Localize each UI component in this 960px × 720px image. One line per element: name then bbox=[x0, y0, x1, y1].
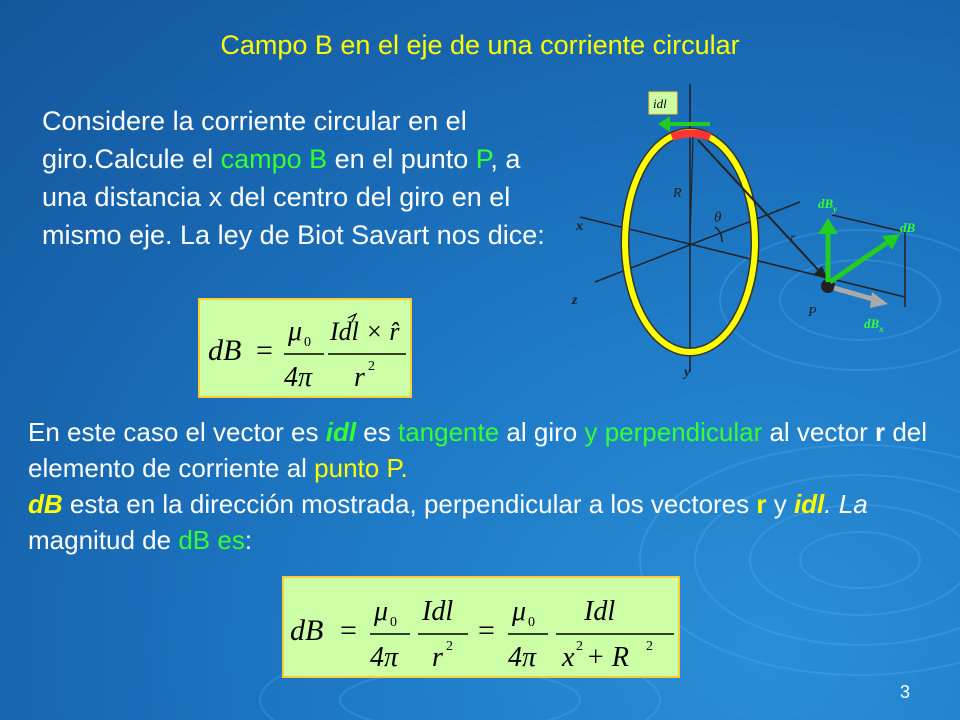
formula2-den3-x: x bbox=[562, 642, 575, 673]
r-vector bbox=[698, 140, 822, 274]
body-text-9: magnitud de bbox=[28, 525, 179, 555]
dby-arrowhead bbox=[818, 218, 838, 234]
body-text-2: es bbox=[356, 417, 398, 447]
formula1-mu: μ bbox=[288, 316, 303, 347]
formula2-sub0-2: 0 bbox=[528, 615, 535, 630]
r-label: r bbox=[790, 231, 796, 246]
body-db-1: dB bbox=[28, 489, 63, 519]
formula2-num3: Idl bbox=[584, 596, 616, 627]
formula1-den2: r bbox=[354, 362, 365, 393]
magnitude-formula-box bbox=[282, 576, 680, 678]
dbx-arrow bbox=[834, 288, 876, 300]
dby-label: $dB_y$ bbox=[818, 196, 838, 214]
current-element-segment bbox=[672, 134, 710, 138]
page-number: 3 bbox=[899, 682, 910, 702]
body-perpendicular: y perpendicular bbox=[584, 417, 763, 447]
body-text-8: . bbox=[824, 489, 839, 519]
body-r-2: r bbox=[756, 489, 767, 519]
body-la: La bbox=[838, 489, 868, 519]
formula2-lhs: dB bbox=[290, 614, 324, 647]
db-helper-top bbox=[832, 215, 905, 232]
body-text-4: al vector bbox=[762, 417, 875, 447]
x-axis-label: x bbox=[576, 219, 583, 234]
slide-title: Campo B en el eje de una corriente circular bbox=[220, 30, 740, 60]
y-axis-label: y bbox=[684, 365, 691, 380]
body-idl-1: idl bbox=[325, 417, 357, 447]
body-idl-2: idl bbox=[793, 489, 825, 519]
biot-savart-formula bbox=[200, 300, 410, 396]
dbx-arrowhead bbox=[870, 292, 888, 308]
formula2-den1-1: 4π bbox=[370, 642, 399, 673]
formula1-den1: 4π bbox=[284, 362, 313, 393]
body-text-3: al giro bbox=[499, 417, 585, 447]
intro-text-3: , a una distancia x del centro del giro en el mismo eje. La ley de Biot Savart nos dice: bbox=[42, 144, 545, 250]
formula2-den1-2: 4π bbox=[508, 642, 537, 673]
magnitude-formula bbox=[284, 578, 678, 676]
formula2-num2: Idl bbox=[422, 596, 454, 627]
dbx-label: $dB_x$ bbox=[864, 316, 884, 334]
circular-current-diagram bbox=[560, 82, 940, 392]
theta-label: θ bbox=[714, 210, 722, 226]
formula2-exp1: 2 bbox=[446, 639, 453, 654]
formula2-eq1: = bbox=[340, 614, 357, 647]
db-label: dB bbox=[900, 220, 916, 235]
formula2-den2: r bbox=[432, 642, 443, 673]
formula1-num2: Idl × r̂ bbox=[330, 317, 400, 346]
idl-label: idl bbox=[653, 96, 667, 111]
body-text-7: y bbox=[766, 489, 794, 519]
intro-paragraph bbox=[42, 102, 562, 254]
formula2-exp3: 2 bbox=[646, 639, 653, 654]
point-p-label: P bbox=[808, 305, 817, 320]
intro-highlight-campo-b: campo B bbox=[220, 144, 328, 174]
formula1-exp: 2 bbox=[368, 359, 375, 374]
body-punto-p: punto P. bbox=[314, 453, 408, 483]
formula2-eq2: = bbox=[478, 614, 495, 647]
formula2-mu2: μ bbox=[512, 596, 527, 627]
formula2-den3-r: + R bbox=[586, 642, 629, 673]
db-arrow bbox=[830, 242, 888, 282]
body-text-5: del elemento de corriente al bbox=[28, 417, 928, 483]
formula2-exp2: 2 bbox=[576, 639, 583, 654]
biot-savart-formula-box bbox=[198, 298, 412, 398]
intro-text-2: en el punto bbox=[327, 144, 476, 174]
radius-label: R bbox=[673, 186, 682, 201]
formula1-lhs: dB bbox=[208, 334, 242, 367]
explanation-paragraph bbox=[28, 414, 938, 558]
body-text-6: esta en la dirección mostrada, perpendicular a los vectores bbox=[62, 489, 757, 519]
body-text-1: En este caso el vector es bbox=[28, 417, 326, 447]
intro-text-1: Considere la corriente circular en el giro.Calcule el bbox=[42, 106, 467, 174]
formula2-mu1: μ bbox=[374, 596, 389, 627]
body-r-1: r bbox=[874, 417, 886, 447]
body-db-es: dB es bbox=[178, 525, 245, 555]
formula1-eq: = bbox=[256, 334, 273, 367]
idl-arrowhead bbox=[658, 116, 670, 132]
intro-highlight-p: P bbox=[475, 144, 491, 174]
body-text-10: : bbox=[244, 525, 253, 555]
formula1-sub0: 0 bbox=[304, 335, 311, 350]
body-tangente: tangente bbox=[397, 417, 500, 447]
z-axis-label: z bbox=[572, 293, 578, 308]
formula2-sub0-1: 0 bbox=[390, 615, 397, 630]
